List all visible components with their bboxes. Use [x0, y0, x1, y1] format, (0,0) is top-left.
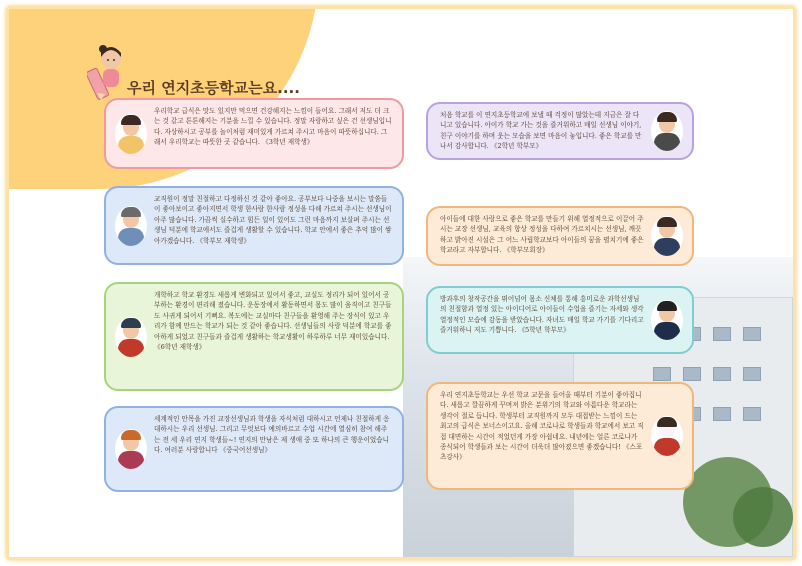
testimonial-card [104, 186, 404, 265]
testimonial-card [104, 98, 404, 169]
testimonial-card [426, 382, 694, 490]
window [713, 327, 731, 341]
avatar [115, 429, 147, 469]
window [653, 367, 671, 381]
avatar [115, 114, 147, 154]
avatar [651, 416, 683, 456]
testimonial-text: 방과후의 창작공간을 뛰어넘어 몸소 신체를 통해 흥미로운 과학선생님의 친절함과 열정 있는 아이디어로 아이들이 수업을 즐기는 자세와 생각 열정적인 모습에 감동을 받았습니다. 자녀도 매일 학교 가기를 기다리고 즐거워하니 저도 기쁩니다. 《5학년 학부모》 [440, 295, 644, 335]
avatar [651, 216, 683, 256]
avatar [115, 317, 147, 357]
testimonial-card [104, 406, 404, 492]
testimonial-text: 우리 연지초등학교는 우선 학교 교문을 들어올 때부터 기분이 좋아집니다. 새롭고 깔끔하게 꾸며져 밝은 분위기의 학교와 아름다운 학교라는 생각이 절로 듭니다. 학생부터 교직원까지 모두 대접받는 느낌이 드는 최고의 급식은 보너스이고요. 올해 코로나로 학생들과 학교에서 보고 직접 대면하는 시간이 적었던게 가장 아쉽네요. 내년에는 얼른 코로나가 종식되어 학생들과 보는 시간이 더욱더 많아졌으면 좋겠습니다! 《스포츠강사》 [440, 391, 644, 462]
girl-with-pencil-icon [87, 43, 127, 103]
testimonial-card [426, 102, 694, 160]
window [743, 407, 761, 421]
testimonial-text: 우리학교 급식은 맛도 있지만 먹으면 건강해지는 느낌이 들어요. 그래서 저도 더 크는 것 같고 튼튼해지는 기분을 느낄 수 있습니다. 정말 자랑하고 싶은 건 선생님입니다. 자상하시고 공부를 놀이처럼 재미있게 가르쳐 주시고 마음이 따뜻하십니다. 그래서 우리학교는 따뜻한 곳 같습니다. 《3학년 재학생》 [154, 107, 392, 147]
window [683, 367, 701, 381]
tree [733, 487, 793, 547]
avatar [651, 300, 683, 340]
testimonial-card [104, 282, 404, 391]
page-title: 우리 연지초등학교는요.... [127, 79, 300, 97]
window [713, 407, 731, 421]
window [743, 367, 761, 381]
window [743, 327, 761, 341]
avatar [651, 111, 683, 151]
testimonial-text: 아이들에 대한 사랑으로 좋은 학교를 만들기 위해 열정적으로 이끌어 주시는 교장 선생님, 교육의 항상 정성을 다하여 가르치시는 선생님, 깨끗하고 밝아진 시설은 그 어느 사립학교보다 아이들의 꿈을 펼치기에 좋은 학교라고 자부합니다. 《학부모회장》 [440, 215, 644, 255]
avatar [115, 206, 147, 246]
testimonial-text: 교직원이 정말 친절하고 다정하신 것 같아 좋아요. 공부보다 나중을 보시는 말씀들이 좋아보이고 좋아지면서 학생 한사람 한사람 정성을 다해 가르쳐 주시는 선생님이 아주 많습니다. 가끔씩 실수하고 힘든 일이 있어도 그런 마음까지 보살펴 주시는 선생님 덕분에 학교에서도 즐겁게 생활할 수 있습니다. 학교 안에서 좋은 추억 많이 쌓아가겠습니다. 《학부모 재학생》 [154, 195, 392, 245]
testimonial-card [426, 286, 694, 354]
window [713, 367, 731, 381]
testimonial-text: 개학하고 학교 환경도 새롭게 변화되고 있어서 좋고, 교실도 정리가 되어 있어서 공부하는 환경이 편리해 졌습니다. 운동장에서 활동하면서 몸도 많이 움직이고 친구들도 사귀게 되어서 기뻐요. 복도에는 교실마다 친구들을 환영해 주는 장식이 있고 우리가 함께 만드는 학교가 되는 것 같아 좋습니다. 선생님들의 사랑 덕분에 학교를 좋아하게 되었고 친구들과 즐겁게 생활하는 학교생활이 하루하루 너무 재미있습니다. 《6학년 재학생》 [154, 291, 392, 352]
testimonial-text: 세계적인 안목을 가진 교장선생님과 학생을 자식처럼 대하시고 언제나 친절하게 응대하시는 우리 선생님. 그리고 무엇보다 예의바르고 수업 시간에 열심히 참여 해주는 전 세 우리 연지 학생들~! 연지의 만남은 제 생애 중 또 하나의 큰 행운이었습니다. 여러분 사랑합니다 《중국어선생님》 [154, 415, 390, 455]
testimonial-card [426, 206, 694, 266]
testimonial-text: 처음 학교를 이 연지초등학교에 보낼 때 걱정이 많았는데 지금은 잘 다니고 있습니다. 아이가 학교 가는 것을 즐거워하고 매일 선생님 이야기, 친구 이야기를 하며 웃는 모습을 보면 마음이 놓입니다. 좋은 학교를 만나서 감사합니다. 《2학년 학부모》 [440, 111, 642, 151]
